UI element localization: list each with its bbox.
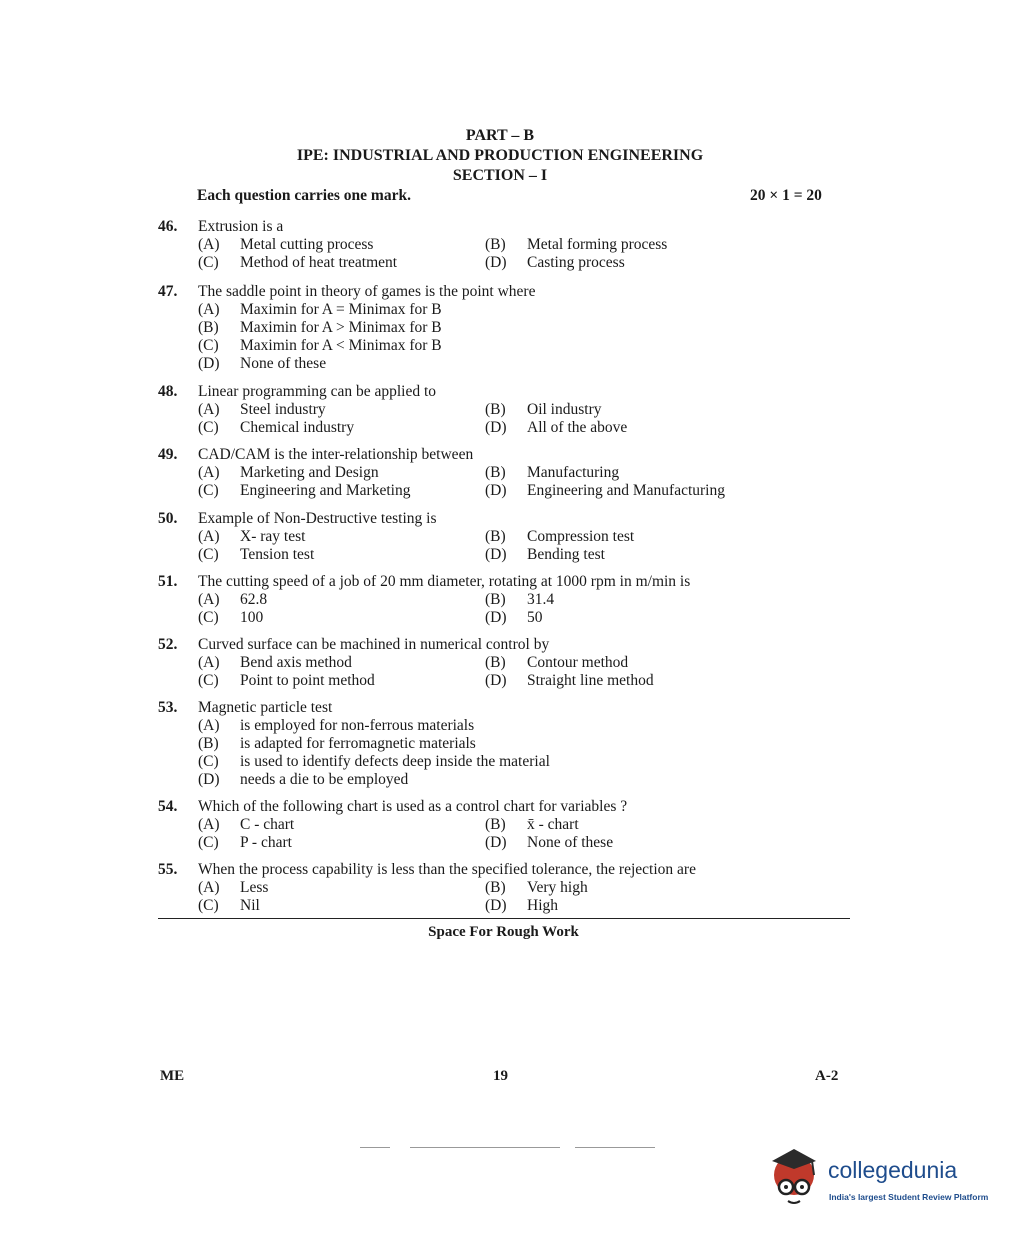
option-a: (A) Steel industry bbox=[198, 401, 326, 418]
option-a: (A) C - chart bbox=[198, 816, 295, 833]
option-d: (D) Bending test bbox=[485, 546, 605, 563]
option-c: (C) P - chart bbox=[198, 834, 292, 851]
mascot-icon bbox=[768, 1145, 826, 1211]
option-a: (A) is employed for non-ferrous materials bbox=[198, 717, 475, 734]
option-b: (B) Very high bbox=[485, 879, 588, 896]
option-b: (B) Manufacturing bbox=[485, 464, 620, 481]
question-number: 48. bbox=[158, 383, 178, 400]
option-b: (B) Maximin for A > Minimax for B bbox=[198, 319, 442, 336]
option-a: (A) Bend axis method bbox=[198, 654, 352, 671]
divider-line bbox=[158, 918, 850, 919]
question-number: 50. bbox=[158, 510, 178, 527]
option-c: (C) 100 bbox=[198, 609, 264, 626]
question-number: 53. bbox=[158, 699, 178, 716]
option-c: (C) Tension test bbox=[198, 546, 315, 563]
option-b: (B) Compression test bbox=[485, 528, 635, 545]
option-d: (D) Casting process bbox=[485, 254, 625, 271]
footer-code: ME bbox=[160, 1068, 185, 1084]
option-b: (B) 31.4 bbox=[485, 591, 555, 608]
option-d: (D) None of these bbox=[485, 834, 614, 851]
option-d: (D) Engineering and Manufacturing bbox=[485, 482, 725, 499]
question-stem: Which of the following chart is used as a control chart for variables ? bbox=[198, 798, 628, 815]
rough-work-label: Space For Rough Work bbox=[428, 924, 579, 940]
page-number: 19 bbox=[493, 1068, 508, 1084]
option-b: (B) x̄ - chart bbox=[485, 816, 579, 833]
question-stem: Linear programming can be applied to bbox=[198, 383, 437, 400]
logo-tagline: India's largest Student Review Platform bbox=[829, 1192, 989, 1202]
booklet-series: A-2 bbox=[815, 1068, 839, 1084]
option-a: (A) Maximin for A = Minimax for B bbox=[198, 301, 442, 318]
option-a: (A) Metal cutting process bbox=[198, 236, 374, 253]
question-number: 51. bbox=[158, 573, 178, 590]
option-c: (C) Method of heat treatment bbox=[198, 254, 398, 271]
option-c: (C) Maximin for A < Minimax for B bbox=[198, 337, 442, 354]
option-d: (D) needs a die to be employed bbox=[198, 771, 409, 788]
question-number: 52. bbox=[158, 636, 178, 653]
option-d: (D) 50 bbox=[485, 609, 543, 626]
question-stem: Example of Non-Destructive testing is bbox=[198, 510, 437, 527]
question-stem: The cutting speed of a job of 20 mm diameter, rotating at 1000 rpm in m/min is bbox=[198, 573, 691, 590]
question-stem: Magnetic particle test bbox=[198, 699, 333, 716]
scan-artifact-line bbox=[410, 1147, 560, 1148]
question-number: 49. bbox=[158, 446, 178, 463]
option-b: (B) is adapted for ferromagnetic materials bbox=[198, 735, 476, 752]
logo-wordmark: collegedunia bbox=[828, 1157, 958, 1183]
scan-artifact-line bbox=[360, 1147, 390, 1148]
subject-heading: IPE: INDUSTRIAL AND PRODUCTION ENGINEERING bbox=[296, 147, 704, 164]
option-b: (B) Contour method bbox=[485, 654, 629, 671]
option-a: (A) Less bbox=[198, 879, 269, 896]
marks-scheme: 20 × 1 = 20 bbox=[750, 187, 822, 204]
option-c: (C) Chemical industry bbox=[198, 419, 355, 436]
collegedunia-logo bbox=[768, 1145, 1008, 1211]
question-stem: CAD/CAM is the inter-relationship between bbox=[198, 446, 474, 463]
question-number: 54. bbox=[158, 798, 178, 815]
option-a: (A) 62.8 bbox=[198, 591, 268, 608]
option-c: (C) is used to identify defects deep inside the material bbox=[198, 753, 550, 770]
option-b: (B) Oil industry bbox=[485, 401, 602, 418]
option-c: (C) Point to point method bbox=[198, 672, 375, 689]
question-stem: When the process capability is less than the specified tolerance, the rejection are bbox=[198, 861, 696, 878]
option-d: (D) All of the above bbox=[485, 419, 628, 436]
scan-artifact-line bbox=[575, 1147, 655, 1148]
instruction: Each question carries one mark. bbox=[197, 187, 411, 204]
option-b: (B) Metal forming process bbox=[485, 236, 668, 253]
question-number: 55. bbox=[158, 861, 178, 878]
question-number: 47. bbox=[158, 283, 178, 300]
question-number: 46. bbox=[158, 218, 178, 235]
option-d: (D) Straight line method bbox=[485, 672, 654, 689]
section-heading: SECTION – I bbox=[452, 167, 548, 184]
option-c: (C) Nil bbox=[198, 897, 260, 914]
option-d: (D) High bbox=[485, 897, 558, 914]
option-a: (A) Marketing and Design bbox=[198, 464, 379, 481]
question-stem: Curved surface can be machined in numerical control by bbox=[198, 636, 550, 653]
part-heading: PART – B bbox=[465, 127, 535, 144]
question-stem: Extrusion is a bbox=[198, 218, 284, 235]
option-a: (A) X- ray test bbox=[198, 528, 306, 545]
option-d: (D) None of these bbox=[198, 355, 327, 372]
question-stem: The saddle point in theory of games is the point where bbox=[198, 283, 536, 300]
option-c: (C) Engineering and Marketing bbox=[198, 482, 411, 499]
